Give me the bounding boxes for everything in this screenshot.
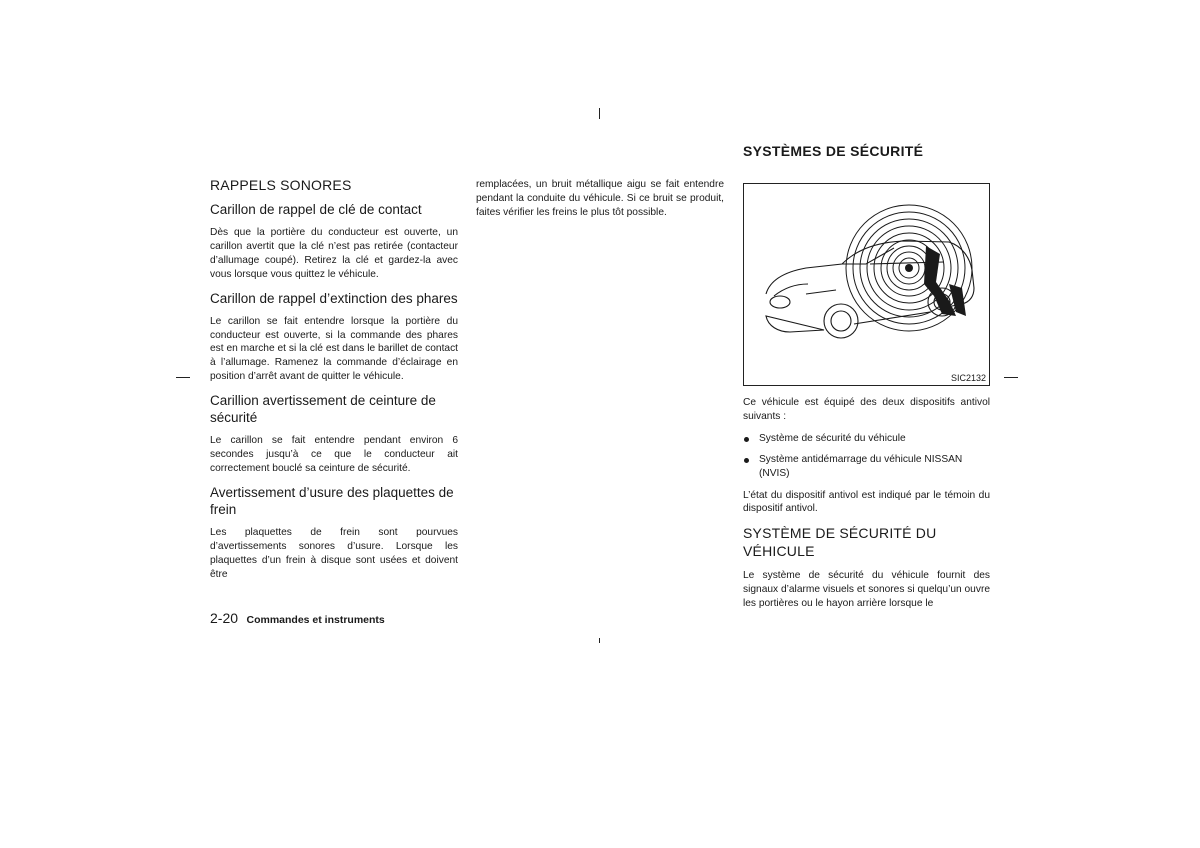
middle-column — [476, 178, 724, 228]
list-item: Système antidémarrage du véhicule NISSAN (NVIS) — [743, 453, 990, 481]
crop-mark-bottom — [599, 638, 600, 643]
page-footer — [210, 610, 385, 628]
text-seatbelt-warning: Le carillon se fait entendre pendant environ 6 secondes jusqu’à ce que le conducteur ait correctement bouclé sa ceinture de sécurité. — [210, 435, 458, 474]
section-title-audible-reminders: RAPPELS SONORES — [210, 177, 352, 193]
car-alarm-illustration — [744, 184, 989, 385]
heading-seatbelt-warning: Carillion avertissement de ceinture de sécurité — [210, 393, 436, 426]
heading-brake-pad-warning: Avertissement d’usure des plaquettes de frein — [210, 484, 454, 517]
text-key-reminder: Dès que la portière du conducteur est ouverte, un carillon avertit que la clé n’est pas retirée (contacteur d’allumage coupé). Retirez la clé et gardez-la avec vous lorsque vous quittez le véhicule. — [210, 227, 458, 280]
figure-car-alarm — [743, 183, 990, 386]
bullet-dot-icon — [744, 458, 749, 463]
heading-lights-reminder: Carillon de rappel d’extinction des phares — [210, 290, 458, 306]
antitheft-list — [743, 432, 990, 481]
left-column — [210, 176, 458, 590]
crop-mark-left — [176, 377, 190, 378]
chapter-title: SYSTÈMES DE SÉCURITÉ — [743, 143, 924, 159]
text-lights-reminder: Le carillon se fait entendre lorsque la portière du conducteur est ouverte, si la commande des phares est en marche et si la clé est dans le barillet de contact à l’allumage. Ramenez la commande d’éclairage en position d’arrêt avant de quitter le véhicule. — [210, 315, 458, 383]
text-brake-pad-warning: Les plaquettes de frein sont pourvues d’avertissements sonores d’usure. Lorsque les plaquettes d’un frein à disque sont usées et doivent être — [210, 526, 458, 580]
text-vehicle-security: Le système de sécurité du véhicule fournit des signaux d’alarme visuels et sonores si quelqu’un ouvre les portières ou le hayon arrière lorsque le — [743, 570, 990, 610]
figure-code: SIC2132 — [950, 373, 986, 383]
text-brake-pad-continued: remplacées, un bruit métallique aigu se fait entendre pendant la conduite du véhicule. Si ce bruit se produit, faites vérifier les freins le plus tôt possible. — [476, 179, 724, 218]
list-item: Système de sécurité du véhicule — [743, 432, 990, 446]
crop-mark-top — [599, 108, 600, 119]
text-antitheft-status: L’état du dispositif antivol est indiqué par le témoin du dispositif antivol. — [743, 489, 990, 515]
footer-section-name: Commandes et instruments — [246, 614, 385, 626]
crop-mark-right — [1004, 377, 1018, 378]
page-number: 2-20 — [210, 610, 239, 626]
heading-key-reminder: Carillon de rappel de clé de contact — [210, 202, 422, 217]
right-column — [743, 141, 990, 619]
text-antitheft-intro: Ce véhicule est équipé des deux dispositifs antivol suivants : — [743, 397, 990, 422]
section-title-vehicle-security: SYSTÈME DE SÉCURITÉ DU VÉHICULE — [743, 525, 937, 560]
bullet-dot-icon — [744, 437, 749, 442]
